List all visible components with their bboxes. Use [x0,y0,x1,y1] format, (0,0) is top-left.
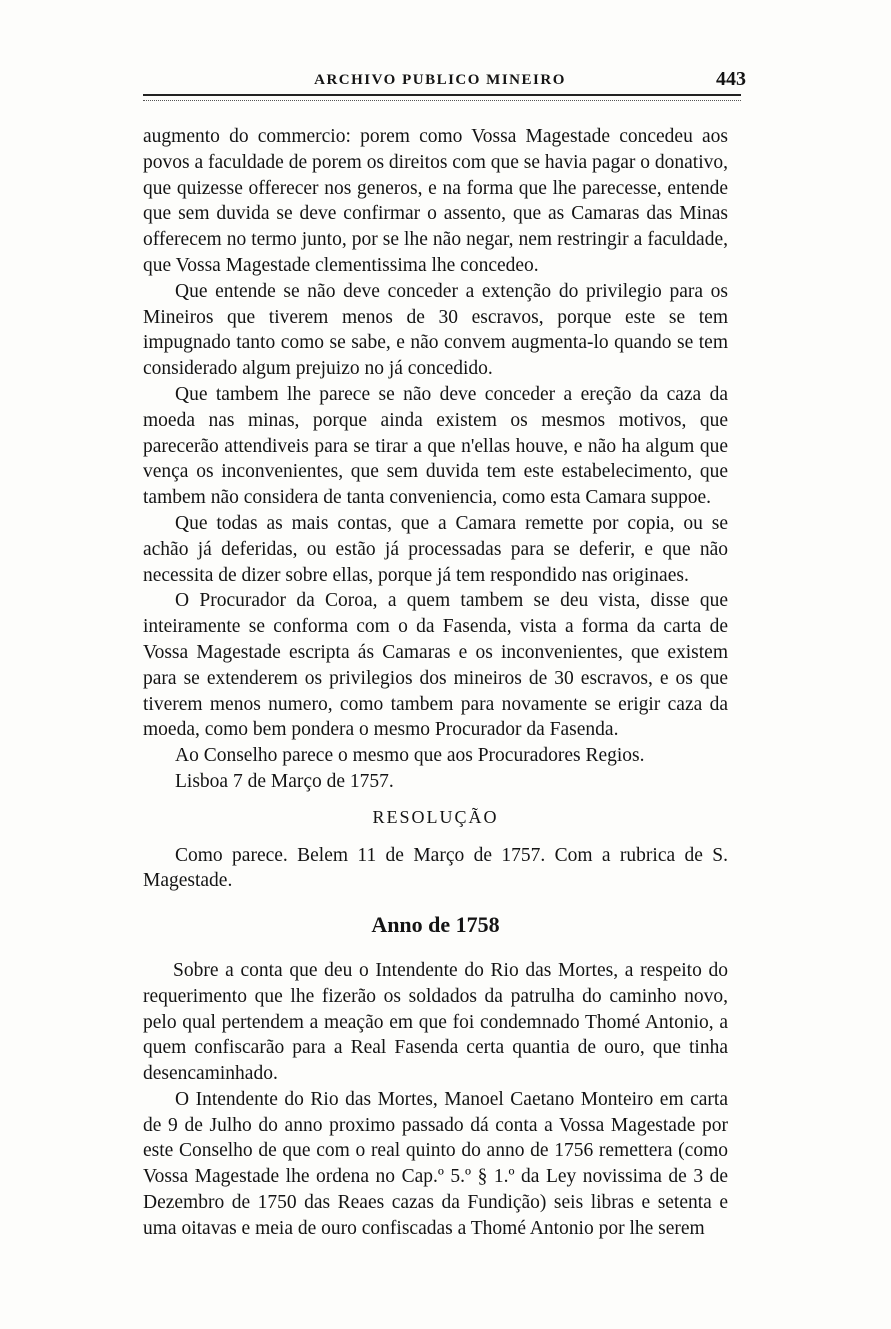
paragraph: O Procurador da Coroa, a quem tambem se deu vista, disse que inteiramente se conforma com o da Fasenda, vista a forma da carta de Vossa Magestade escripta ás Camaras e os inconvenientes, que existem para se extenderem os privilegios dos mineiros de 30 escravos, e os que tiverem menos numero, como tambem para novamente se erigir caza da moeda, como bem pondera o mesmo Procurador da Fasenda. [143,590,728,741]
paragraph: Ao Conselho parece o mesmo que aos Procuradores Regios. [175,745,645,767]
running-title: ARCHIVO PUBLICO MINEIRO [314,72,566,88]
page-number: 443 [716,68,746,90]
document-body [143,124,728,1242]
header-rule [143,94,741,101]
paragraph: Que entende se não deve conceder a extenção do privilegio para os Mineiros que tiverem menos de 30 escravos, porque este se tem impugnado tanto como se sabe, e não convem augmenta-lo quando se tem considerado algum prejuizo no já concedido. [143,280,728,380]
page-header [140,66,746,96]
resolution-text: Como parece. Belem 11 de Março de 1757. Com a rubrica de S. Magestade. [143,844,728,892]
paragraph: Que todas as mais contas, que a Camara remette por copia, ou se achão já deferidas, ou estão já processadas para se deferir, e que não necessita de dizer sobre ellas, porque já tem respondido nas originaes. [143,512,728,586]
resolution-heading: RESOLUÇÃO [372,806,499,827]
summary-paragraph: Sobre a conta que deu o Intendente do Rio das Mortes, a respeito do requerimento que lhe fizerão os soldados da patrulha do caminho novo, pelo qual pertendem a meação em que foi condemnado Thomé Antonio, a quem confiscarão para a Real Fasenda certa quantia de ouro, que tinha desencaminhado. [143,959,728,1085]
paragraph: Que tambem lhe parece se não deve conceder a ereção da caza da moeda nas minas, porque ainda existem os mesmos motivos, que parecerão attendiveis para se tirar a que n'ellas houve, e não ha algum que vença os inconvenientes, que sem duvida tem este estabelecimento, que tambem não considera de tanta conveniencia, como esta Camara suppoe. [143,383,728,509]
paragraph: O Intendente do Rio das Mortes, Manoel Caetano Monteiro em carta de 9 de Julho do anno proximo passado dá conta a Vossa Magestade por este Conselho de que com o real quinto do anno de 1756 remettera (como Vossa Magestade lhe ordena no Cap.º 5.º § 1.º da Ley novissima de 3 de Dezembro de 1750 das Reaes cazas da Fundição) seis libras e setenta e uma oitavas e meia de ouro confiscadas a Thomé Antonio por lhe serem [143,1088,728,1239]
date-line: Lisboa 7 de Março de 1757. [175,770,394,792]
paragraph-continuation: augmento do commercio: porem como Vossa Magestade concedeu aos povos a faculdade de porem os direitos com que se havia pagar o donativo, que quizesse offerecer nos generos, e na forma que lhe parecesse, entende que sem duvida se deve confirmar o assento, que as Camaras das Minas offerecem no termo junto, por se lhe não negar, nem restringir a faculdade, que Vossa Magestade clementissima lhe concedeo. [143,126,728,276]
year-heading: Anno de 1758 [371,912,500,938]
